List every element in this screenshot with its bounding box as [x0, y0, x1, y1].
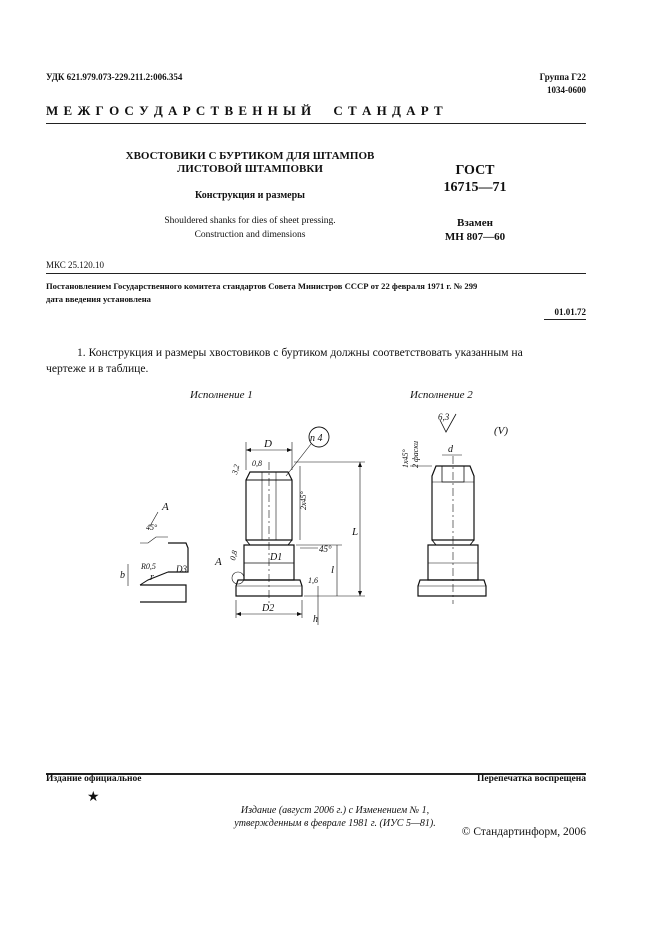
label-L: L [352, 526, 359, 538]
detail-A-view [120, 501, 188, 602]
label-A-detail: A [162, 501, 169, 513]
variant-1-caption: Исполнение 1 [190, 389, 253, 401]
subtitle: Конструкция и размеры [195, 190, 305, 201]
date-rule [544, 319, 586, 320]
reprint-prohibited: Перепечатка воспрещена [476, 774, 586, 784]
technical-drawing [0, 380, 661, 640]
label-r08b: 0,8 [228, 549, 240, 562]
standard-banner: М Е Ж Г О С У Д А Р С Т В Е Н Н Ы Й С Т А Н Д А Р Т [46, 103, 444, 118]
english-title-line-1: Shouldered shanks for dies of sheet pressing. [164, 216, 336, 226]
label-r08a: 0,8 [252, 459, 262, 468]
gost-label: ГОСТ [455, 163, 495, 178]
variant-1-view [214, 427, 365, 625]
group-code: Группа Г22 [539, 72, 586, 82]
label-b: b [120, 570, 125, 581]
effective-date: 01.01.72 [554, 307, 586, 317]
decree-line-2: дата введения установлена [46, 294, 151, 304]
label-r16: 1,6 [308, 576, 318, 585]
variant-2-view [401, 412, 508, 604]
mks-rule [46, 273, 586, 274]
mks-code: МКС 25.120.10 [46, 260, 105, 270]
label-D: D [264, 438, 272, 450]
banner-rule [46, 123, 586, 124]
label-R05: R0,5 [141, 562, 156, 571]
title-line-1: ХВОСТОВИКИ С БУРТИКОМ ДЛЯ ШТАМПОВ [125, 150, 375, 162]
title-line-2: ЛИСТОВОЙ ШТАМПОВКИ [177, 163, 323, 175]
label-ch2x45: 2x45° [299, 491, 308, 510]
star-mark: ★ [87, 790, 100, 805]
label-r32: 3,2 [230, 463, 242, 476]
paragraph-line-2: чертеже и в таблице. [46, 362, 149, 375]
paragraph-line-1: 1. Конструкция и размеры хвостовиков с буртиком должны соответствовать указанным на [77, 346, 523, 359]
gost-number: 16715—71 [443, 180, 507, 195]
udk-code: УДК 621.979.073-229.211.2:006.354 [46, 72, 183, 82]
replaces-standard: МН 807—60 [444, 231, 506, 243]
label-A-main: A [215, 556, 222, 568]
label-n4: n 4 [310, 433, 323, 444]
copyright: © Стандартинформ, 2006 [461, 826, 586, 838]
label-rough-v: (V) [494, 425, 509, 437]
edition-note-line-1: Издание (август 2006 г.) с Изменением № 1, [240, 805, 430, 816]
label-r: r [150, 572, 154, 583]
label-ang45-detail: 45° [146, 523, 158, 532]
replaces-label: Взамен [457, 217, 493, 229]
label-D1: D1 [270, 552, 283, 563]
label-D2: D2 [262, 603, 275, 614]
label-rough63: 6,3 [438, 412, 450, 422]
label-ang45-main: 45° [319, 544, 332, 554]
official-edition: Издание официальное [46, 774, 142, 784]
edition-note-line-2: утвержденным в феврале 1981 г. (ИУС 5—81). [234, 818, 436, 829]
label-ch2fask: 2 фаски [411, 441, 420, 468]
label-d: d [448, 444, 453, 455]
decree-line-1: Постановлением Государственного комитета стандартов Совета Министров СССР от 22 февраля 1971 г. № 299 [46, 281, 478, 291]
variant-2-caption: Исполнение 2 [410, 389, 473, 401]
label-l: l [331, 564, 335, 576]
english-title-line-2: Construction and dimensions [194, 230, 306, 240]
label-h: h [313, 614, 318, 625]
label-D3: D3 [176, 564, 187, 574]
okp-code: 1034-0600 [547, 85, 586, 95]
label-ch1x45: 1x45° [401, 449, 410, 468]
